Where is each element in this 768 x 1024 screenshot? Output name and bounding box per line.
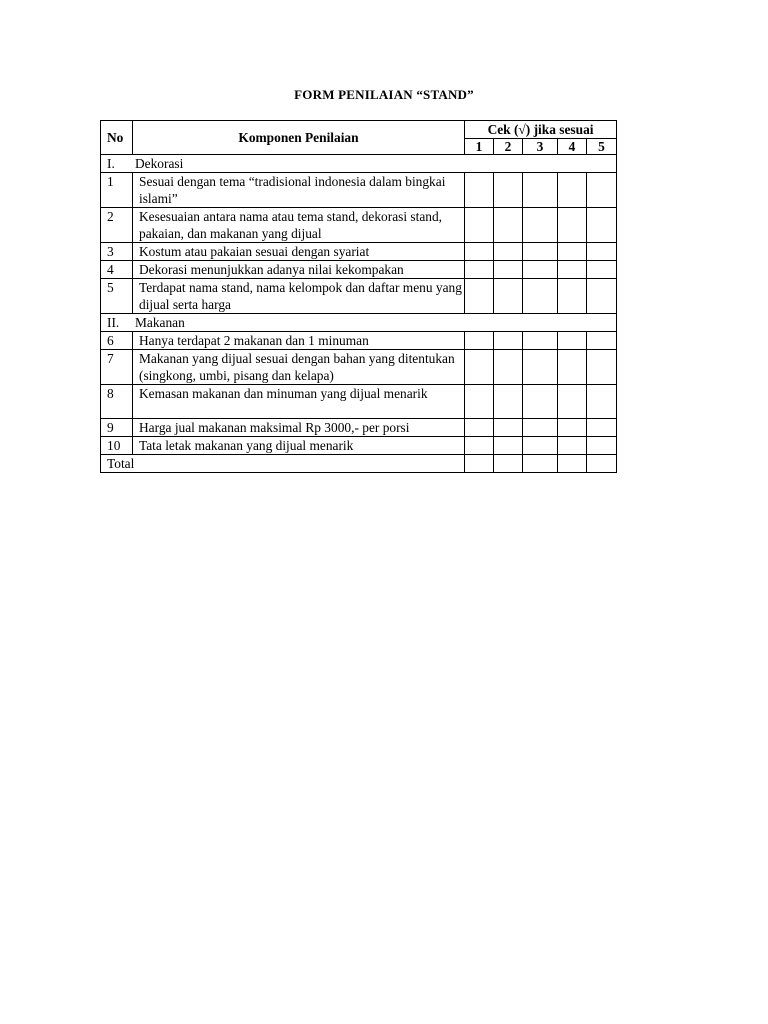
item-text: Kemasan makanan dan minuman yang dijual menarik (133, 385, 465, 419)
section-label: Dekorasi (135, 156, 184, 171)
table-row (101, 208, 617, 243)
table-row (101, 385, 617, 419)
score-header-5: 5 (587, 139, 617, 155)
total-cell-1[interactable] (465, 455, 494, 473)
item-number: 2 (101, 208, 133, 243)
check-cell-5[interactable] (587, 261, 617, 279)
check-cell-1[interactable] (465, 385, 494, 419)
check-cell-1[interactable] (465, 173, 494, 208)
total-cell-3[interactable] (523, 455, 558, 473)
item-number: 7 (101, 350, 133, 385)
item-text: Terdapat nama stand, nama kelompok dan daftar menu yang dijual serta harga (133, 279, 465, 314)
check-cell-5[interactable] (587, 208, 617, 243)
check-cell-2[interactable] (494, 173, 523, 208)
assessment-table (100, 120, 617, 473)
table-row (101, 279, 617, 314)
header-no: No (101, 121, 133, 155)
section-number: I. (107, 156, 115, 171)
check-cell-3[interactable] (523, 350, 558, 385)
total-row (101, 455, 617, 473)
check-cell-1[interactable] (465, 350, 494, 385)
check-cell-4[interactable] (558, 332, 587, 350)
check-cell-1[interactable] (465, 279, 494, 314)
item-number: 6 (101, 332, 133, 350)
check-cell-5[interactable] (587, 332, 617, 350)
item-number: 4 (101, 261, 133, 279)
check-cell-2[interactable] (494, 437, 523, 455)
form-title: FORM PENILAIAN “STAND” (294, 87, 474, 102)
item-text: Sesuai dengan tema “tradisional indonesia dalam bingkai islami” (133, 173, 465, 208)
check-cell-3[interactable] (523, 243, 558, 261)
check-cell-3[interactable] (523, 419, 558, 437)
total-cell-4[interactable] (558, 455, 587, 473)
check-cell-4[interactable] (558, 208, 587, 243)
check-cell-1[interactable] (465, 419, 494, 437)
check-cell-2[interactable] (494, 279, 523, 314)
check-cell-3[interactable] (523, 261, 558, 279)
check-cell-4[interactable] (558, 437, 587, 455)
table-row (101, 350, 617, 385)
table-row (101, 419, 617, 437)
score-header-3: 3 (523, 139, 558, 155)
table-row (101, 437, 617, 455)
check-cell-2[interactable] (494, 332, 523, 350)
check-cell-5[interactable] (587, 437, 617, 455)
table-row (101, 173, 617, 208)
item-text: Kesesuaian antara nama atau tema stand, dekorasi stand, pakaian, dan makanan yang dijual (133, 208, 465, 243)
check-cell-2[interactable] (494, 243, 523, 261)
check-cell-3[interactable] (523, 437, 558, 455)
section-heading (101, 314, 617, 332)
check-cell-5[interactable] (587, 419, 617, 437)
total-cell-2[interactable] (494, 455, 523, 473)
item-number: 8 (101, 385, 133, 419)
item-number: 9 (101, 419, 133, 437)
check-cell-5[interactable] (587, 173, 617, 208)
item-number: 3 (101, 243, 133, 261)
check-cell-2[interactable] (494, 208, 523, 243)
check-cell-4[interactable] (558, 261, 587, 279)
item-text: Tata letak makanan yang dijual menarik (133, 437, 465, 455)
check-cell-5[interactable] (587, 385, 617, 419)
check-cell-1[interactable] (465, 437, 494, 455)
section-number: II. (107, 315, 120, 330)
section-row-dekorasi (101, 155, 617, 173)
check-cell-2[interactable] (494, 261, 523, 279)
item-text: Dekorasi menunjukkan adanya nilai kekompakan (133, 261, 465, 279)
total-label: Total (101, 455, 465, 473)
check-cell-1[interactable] (465, 208, 494, 243)
item-text: Harga jual makanan maksimal Rp 3000,- per porsi (133, 419, 465, 437)
check-cell-2[interactable] (494, 385, 523, 419)
item-text: Kostum atau pakaian sesuai dengan syariat (133, 243, 465, 261)
table-row (101, 243, 617, 261)
section-heading (101, 155, 617, 173)
table-row (101, 261, 617, 279)
check-cell-4[interactable] (558, 173, 587, 208)
check-cell-1[interactable] (465, 261, 494, 279)
header-cek: Cek (√) jika sesuai (465, 121, 617, 139)
check-cell-4[interactable] (558, 243, 587, 261)
check-cell-1[interactable] (465, 332, 494, 350)
check-cell-4[interactable] (558, 419, 587, 437)
check-cell-2[interactable] (494, 419, 523, 437)
score-header-4: 4 (558, 139, 587, 155)
item-number: 1 (101, 173, 133, 208)
table-row (101, 332, 617, 350)
section-label: Makanan (135, 315, 185, 330)
check-cell-4[interactable] (558, 279, 587, 314)
total-cell-5[interactable] (587, 455, 617, 473)
check-cell-3[interactable] (523, 208, 558, 243)
check-cell-3[interactable] (523, 279, 558, 314)
check-cell-4[interactable] (558, 385, 587, 419)
check-cell-3[interactable] (523, 332, 558, 350)
check-cell-5[interactable] (587, 350, 617, 385)
check-cell-5[interactable] (587, 243, 617, 261)
check-cell-1[interactable] (465, 243, 494, 261)
check-cell-4[interactable] (558, 350, 587, 385)
check-cell-3[interactable] (523, 385, 558, 419)
check-cell-3[interactable] (523, 173, 558, 208)
item-text: Makanan yang dijual sesuai dengan bahan yang ditentukan (singkong, umbi, pisang dan kelapa) (133, 350, 465, 385)
header-komponen: Komponen Penilaian (133, 121, 465, 155)
item-number: 5 (101, 279, 133, 314)
check-cell-5[interactable] (587, 279, 617, 314)
item-text: Hanya terdapat 2 makanan dan 1 minuman (133, 332, 465, 350)
check-cell-2[interactable] (494, 350, 523, 385)
item-number: 10 (101, 437, 133, 455)
score-header-2: 2 (494, 139, 523, 155)
score-header-1: 1 (465, 139, 494, 155)
section-row-makanan (101, 314, 617, 332)
